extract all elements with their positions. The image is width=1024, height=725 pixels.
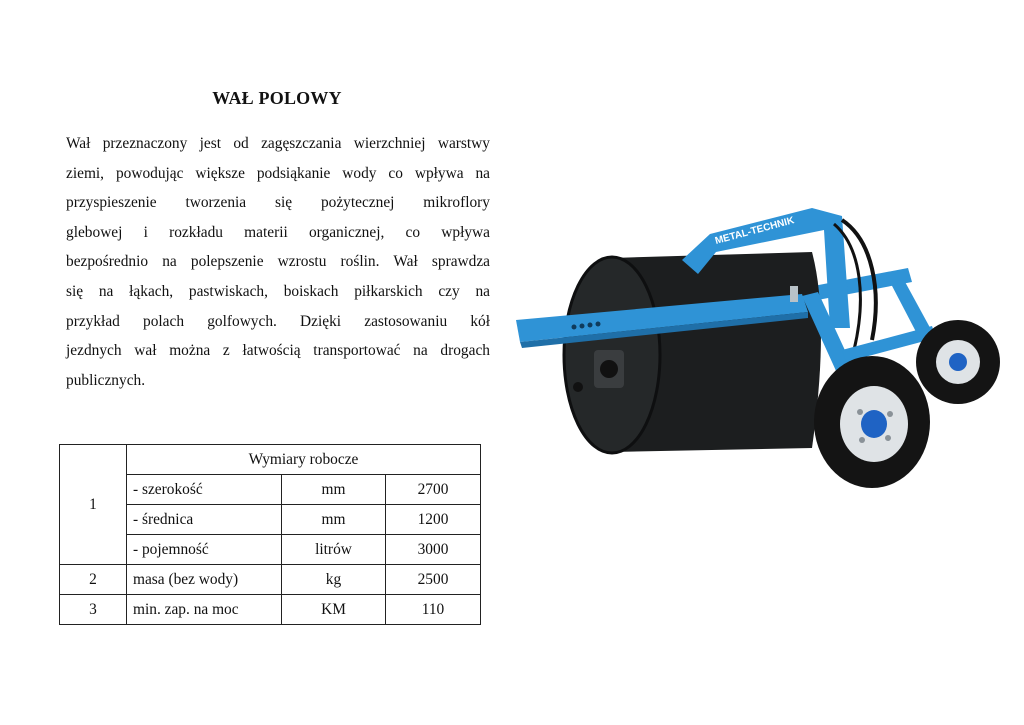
description-line: przykład polach golfowych. Dzięki zastosowaniu kół (66, 312, 490, 330)
param-unit: KM (282, 595, 386, 625)
param-value: 110 (386, 595, 481, 625)
row-number: 1 (60, 445, 127, 565)
beam-hole (588, 323, 593, 328)
param-name: masa (bez wody) (127, 565, 282, 595)
description-line: bezpośrednio na polepszenie wzrostu roślin. Wał sprawdza (66, 253, 490, 271)
param-name: min. zap. na moc (127, 595, 282, 625)
bearing-hub (600, 360, 618, 378)
param-value: 2700 (386, 475, 481, 505)
specifications-table (59, 444, 481, 625)
table-row (60, 595, 481, 625)
param-unit: mm (282, 475, 386, 505)
hitch-pin (790, 286, 798, 302)
rim-hole (857, 409, 863, 415)
row-number: 3 (60, 595, 127, 625)
description-line: się na łąkach, pastwiskach, boiskach piłkarskich czy na (66, 282, 490, 300)
description-line: ziemi, powodując większe podsiąkanie wody co wpływa na (66, 164, 490, 182)
rim-hole (887, 411, 893, 417)
param-value: 2500 (386, 565, 481, 595)
drum-plug (573, 382, 583, 392)
param-value: 3000 (386, 535, 481, 565)
table-row (60, 565, 481, 595)
rim-hole (885, 435, 891, 441)
front-wheel-hub (861, 410, 887, 438)
rear-wheel-hub (949, 353, 967, 371)
table-row (60, 445, 481, 475)
description (66, 129, 490, 395)
description-line: publicznych. (66, 371, 146, 389)
description-line: przyspieszenie tworzenia się pożytecznej mikroflory (66, 194, 490, 212)
param-unit: litrów (282, 535, 386, 565)
row-number: 2 (60, 565, 127, 595)
description-line: glebowej i rozkładu materii organicznej, co wpływa (66, 223, 490, 241)
field-roller-photo (512, 200, 1002, 500)
param-unit: kg (282, 565, 386, 595)
description-line: jezdnych wał można z łatwością transportować na drogach (66, 342, 490, 360)
param-name: - średnica (127, 505, 282, 535)
description-line: Wał przeznaczony jest od zagęszczania wierzchniej warstwy (66, 135, 490, 152)
group-header: Wymiary robocze (127, 445, 481, 475)
param-name: - szerokość (127, 475, 282, 505)
frame-brand-text: METAL-TECHNIK (713, 215, 796, 247)
rim-hole (859, 437, 865, 443)
param-value: 1200 (386, 505, 481, 535)
param-name: - pojemność (127, 535, 282, 565)
param-unit: mm (282, 505, 386, 535)
beam-hole (572, 325, 577, 330)
beam-hole (596, 322, 601, 327)
page-title: WAŁ POLOWY (212, 88, 342, 108)
beam-hole (580, 324, 585, 329)
